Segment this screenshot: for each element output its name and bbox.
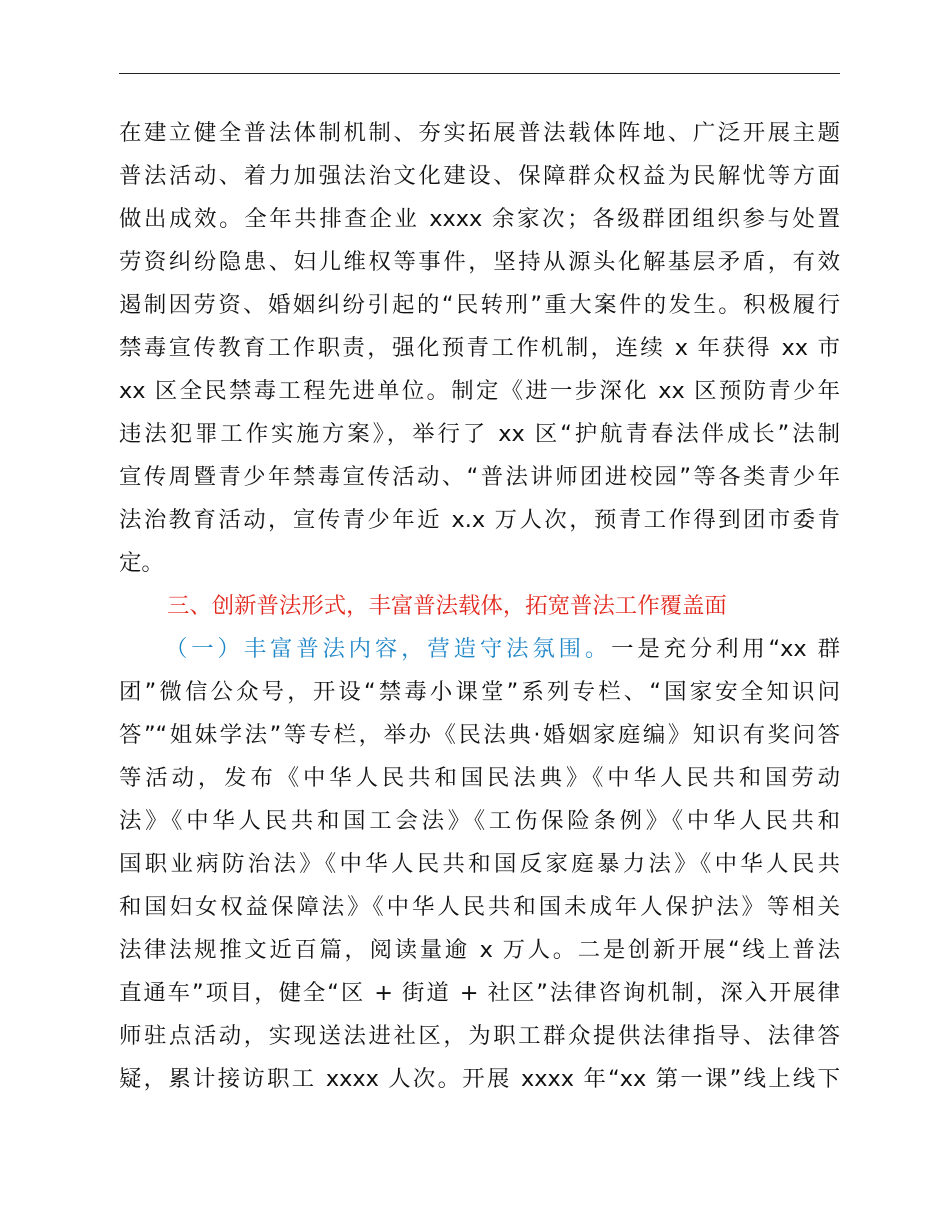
body-line: 违法犯罪工作实施方案》，举行了 xx 区“护航青春法伴成长”法制 — [119, 421, 840, 447]
body-line: 法律法规推文近百篇，阅读量逾 x 万人。二是创新开展“线上普法 — [119, 937, 840, 963]
body-line: 做出成效。全年共排查企业 xxxx 余家次；各级群团组织参与处置 — [119, 206, 840, 232]
body-line: 答”“姐妹学法”等专栏，举办《民法典·婚姻家庭编》知识有奖问答 — [119, 722, 840, 748]
body-line: 和国妇女权益保障法》《中华人民共和国未成年人保护法》等相关 — [119, 894, 840, 920]
body-line: 劳资纠纷隐患、妇儿维权等事件，坚持从源头化解基层矛盾，有效 — [119, 249, 840, 275]
section-heading: 三、创新普法形式，丰富普法载体，拓宽普法工作覆盖面 — [167, 593, 727, 619]
document-body — [119, 112, 840, 1101]
body-line: 团”微信公众号，开设“禁毒小课堂”系列专栏、“国家安全知识问 — [119, 679, 840, 705]
body-line: 师驻点活动，实现送法进社区，为职工群众提供法律指导、法律答 — [119, 1023, 840, 1049]
body-line: 国职业病防治法》《中华人民共和国反家庭暴力法》《中华人民共 — [119, 851, 840, 877]
body-line: 直通车”项目，健全“区 + 街道 + 社区”法律咨询机制，深入开展律 — [119, 980, 840, 1006]
body-line: 在建立健全普法体制机制、夯实拓展普法载体阵地、广泛开展主题 — [119, 120, 840, 146]
body-line: 普法活动、着力加强法治文化建设、保障群众权益为民解忧等方面 — [119, 163, 840, 189]
body-line: 法治教育活动，宣传青少年近 x.x 万人次，预青工作得到团市委肯 — [119, 507, 840, 533]
body-text: 一是充分利用“xx 群 — [611, 636, 840, 662]
sub-heading: （一）丰富普法内容，营造守法氛围。 — [165, 636, 612, 662]
header-rule — [119, 73, 840, 74]
body-line: 法》《中华人民共和国工会法》《工伤保险条例》《中华人民共和 — [119, 808, 840, 834]
body-line: 禁毒宣传教育工作职责，强化预青工作机制，连续 x 年获得 xx 市 — [119, 335, 840, 361]
body-line: xx 区全民禁毒工程先进单位。制定《进一步深化 xx 区预防青少年 — [119, 378, 840, 404]
body-line: 等活动，发布《中华人民共和国民法典》《中华人民共和国劳动 — [119, 765, 840, 791]
body-line: 遏制因劳资、婚姻纠纷引起的“民转刑”重大案件的发生。积极履行 — [119, 292, 840, 318]
body-line: 疑，累计接访职工 xxxx 人次。开展 xxxx 年“xx 第一课”线上线下 — [119, 1066, 840, 1092]
body-line: 定。 — [119, 550, 164, 576]
body-line-with-subheading — [119, 628, 840, 671]
body-line: 宣传周暨青少年禁毒宣传活动、“普法讲师团进校园”等各类青少年 — [119, 464, 840, 490]
